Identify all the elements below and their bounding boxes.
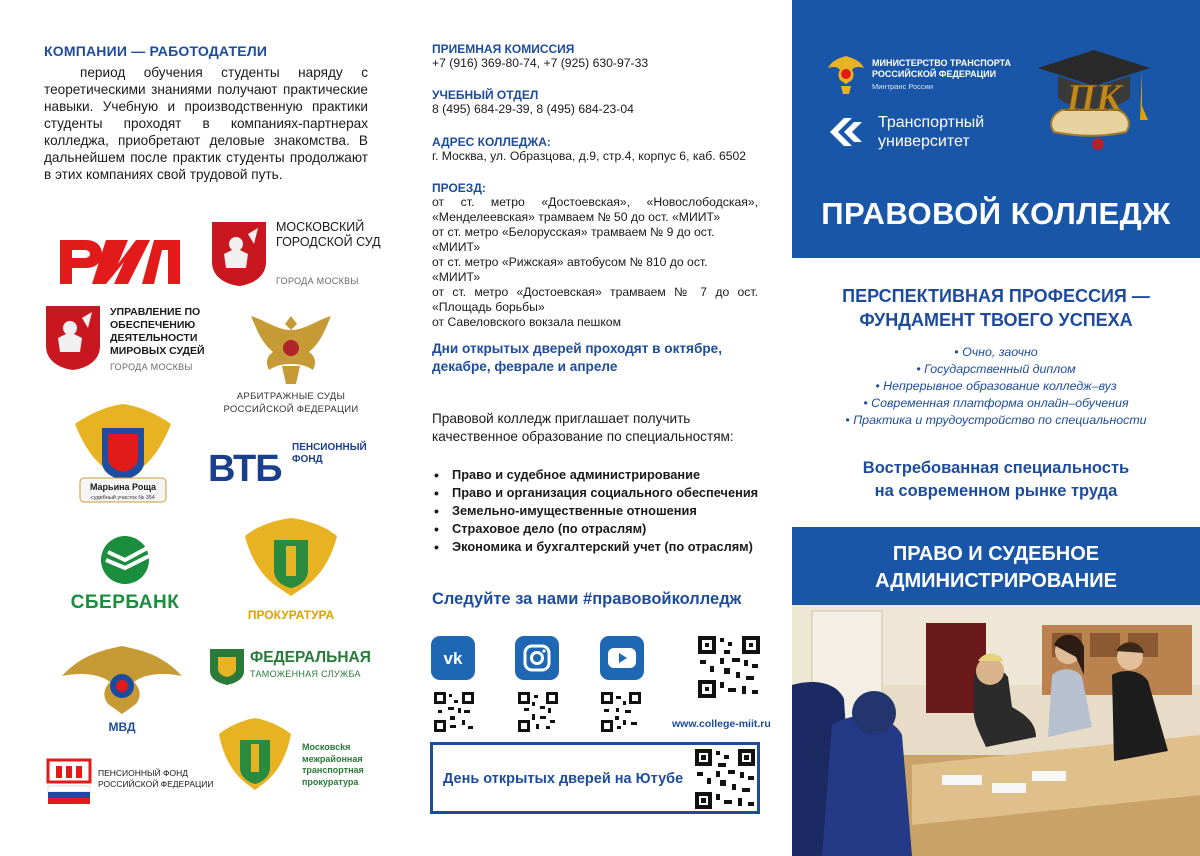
instagram-icon[interactable] bbox=[515, 636, 559, 680]
eagle-shield-icon bbox=[68, 398, 178, 510]
moscow-city-court-logo bbox=[210, 220, 390, 292]
vk-icon[interactable] bbox=[431, 636, 475, 680]
qr-code-vk[interactable] bbox=[434, 692, 474, 732]
sberbank-logo bbox=[60, 532, 190, 622]
pension-fund-logo bbox=[44, 756, 214, 808]
pfr-label: ПЕНСИОННЫЙ ФОНД РОССИЙСКОЙ ФЕДЕРАЦИИ bbox=[98, 768, 214, 789]
list-item: • Земельно-имущественные отношения bbox=[432, 502, 772, 520]
umsd-label: УПРАВЛЕНИЕ ПО ОБЕСПЕЧЕНИЮ ДЕЯТЕЛЬНОСТИ МИРОВЫХ СУДЕЙ bbox=[110, 306, 205, 357]
moscow-coat-of-arms-icon bbox=[210, 220, 268, 288]
specialty-title: ПРАВО И СУДЕБНОЕ АДМИНИСТРИРОВАНИЕ bbox=[875, 543, 1117, 592]
university-name: Транспортный университет bbox=[878, 114, 985, 150]
customs-emblem-icon bbox=[208, 645, 246, 685]
admission-title: ПРИЕМНАЯ КОМИССИЯ bbox=[432, 42, 575, 56]
route-line: от ст. метро «Белорусская» трамваем № 9 до ост. «МИИТ» bbox=[432, 225, 715, 254]
ministry-short: Минтранс России bbox=[872, 82, 934, 91]
sberbank-circle-icon bbox=[60, 532, 190, 588]
prosecutor-emblem-icon bbox=[236, 512, 346, 608]
list-item: • Государственный диплом bbox=[916, 362, 1076, 376]
specialties-list bbox=[432, 466, 772, 556]
site-link[interactable]: www.college-miit.ru bbox=[672, 718, 771, 730]
qr-code-youtube-open-day[interactable] bbox=[695, 749, 755, 809]
list-item: • Очно, заочно bbox=[954, 345, 1038, 359]
invite-text: Правовой колледж приглашает получить качественное образование по специальностям: bbox=[432, 411, 734, 444]
admission-phones: +7 (916) 369-80-74, +7 (925) 630-97-33 bbox=[432, 56, 649, 70]
vtb-pension-fund-logo bbox=[208, 440, 374, 490]
cover-panel bbox=[792, 0, 1200, 856]
address-block bbox=[432, 135, 772, 164]
route-title: ПРОЕЗД: bbox=[432, 181, 486, 195]
pfr-emblem-icon bbox=[44, 756, 94, 808]
vtb-big: ВТБ bbox=[208, 448, 282, 490]
magistrates-support-logo bbox=[44, 304, 224, 378]
employers-text: период обучения студенты наряду с теоретическими знаниями получают практические навыки. Учебную и производственную практики студенты проходят в компаниях-партнерах колледжа, приобретают деловые знакомства. В дальнейшем после практик студенты продолжают в этих компаниях свой трудовой путь. bbox=[44, 65, 368, 182]
college-title: ПРАВОВОЙ КОЛЛЕДЖ bbox=[821, 196, 1171, 231]
umsd-sub: ГОРОДА МОСКВЫ bbox=[110, 362, 193, 372]
qr-code-instagram[interactable] bbox=[518, 692, 558, 732]
slogan: ПЕРСПЕКТИВНАЯ ПРОФЕССИЯ — ФУНДАМЕНТ ТВОЕГО УСПЕХА bbox=[842, 286, 1150, 330]
arb-label: АРБИТРАЖНЫЕ СУДЫ РОССИЙСКОЙ ФЕДЕРАЦИИ bbox=[223, 391, 359, 415]
sber-label: СБЕРБАНК bbox=[70, 592, 180, 613]
list-item: • Современная платформа онлайн–обучения bbox=[863, 396, 1129, 410]
employers-panel bbox=[0, 0, 400, 856]
vtb-small: ПЕНСИОННЫЙ ФОНД bbox=[292, 442, 367, 465]
transport-university-logo-icon bbox=[826, 112, 866, 152]
follow-us-heading: Следуйте за нами #правовойколледж bbox=[432, 590, 742, 608]
employers-title: КОМПАНИИ — РАБОТОДАТЕЛИ bbox=[44, 43, 268, 59]
emblem-letters: ПК bbox=[1066, 77, 1122, 119]
address-title: АДРЕС КОЛЛЕДЖА: bbox=[432, 135, 551, 149]
address-text: г. Москва, ул. Образцова, д.9, стр.4, корпус 6, каб. 6502 bbox=[432, 149, 747, 163]
list-item: • Непрерывное образование колледж–вуз bbox=[875, 379, 1117, 393]
mtp-label: Московсkя межрайонная транспортная прокуратура bbox=[302, 742, 364, 787]
route-block bbox=[432, 181, 758, 330]
study-phones: 8 (495) 684-29-39, 8 (495) 684-23-04 bbox=[432, 102, 634, 116]
rzd-logo bbox=[56, 218, 188, 288]
youtube-open-day-label: День открытых дверей на Ютубе bbox=[443, 771, 684, 787]
ministry-name: МИНИСТЕРСТВО ТРАНСПОРТА РОССИЙСКОЙ ФЕДЕРАЦИИ bbox=[872, 58, 1012, 79]
college-emblem-icon bbox=[1028, 44, 1160, 162]
mgs-sub: ГОРОДА МОСКВЫ bbox=[276, 276, 359, 286]
moscow-coat-of-arms-icon bbox=[44, 304, 102, 372]
svg-text:vk: vk bbox=[443, 649, 463, 668]
mgs-label: МОСКОВСКИЙ ГОРОДСКОЙ СУД bbox=[276, 220, 381, 249]
qr-code-site[interactable] bbox=[698, 636, 760, 698]
mvd-label: МВД bbox=[108, 720, 136, 734]
list-item: • Практика и трудоустройство по специальности bbox=[845, 413, 1147, 427]
list-item: • Страховое дело (по отраслям) bbox=[432, 520, 772, 538]
youtube-icon[interactable] bbox=[600, 636, 644, 680]
qr-code-youtube[interactable] bbox=[601, 692, 641, 732]
route-line: от Савеловского вокзала пешком bbox=[432, 315, 621, 329]
open-days-text: Дни открытых дверей проходят в октябре, декабре, феврале и апреле bbox=[432, 341, 723, 374]
state-eagle-icon bbox=[826, 52, 866, 96]
fts-big: ФЕДЕРАЛЬНАЯ bbox=[250, 649, 371, 666]
list-item: • Право и судебное администрирование bbox=[432, 466, 772, 484]
youtube-open-day-box[interactable] bbox=[430, 742, 760, 814]
double-eagle-icon bbox=[216, 306, 366, 388]
prosecutor-logo bbox=[236, 512, 346, 624]
classroom-photo bbox=[792, 605, 1200, 856]
route-line: от ст. метро «Рижская» автобусом № 810 до ост. «МИИТ» bbox=[432, 255, 708, 284]
route-line: от ст. метро «Достоевская», «Новослободская», «Менделеевская» трамваем № 50 до ост. «МИИТ» bbox=[432, 195, 758, 224]
cover-header bbox=[792, 0, 1200, 258]
prok-label: ПРОКУРАТУРА bbox=[247, 608, 335, 622]
maryina-roshcha-court-logo bbox=[68, 398, 178, 510]
transport-prosecutor-emblem-icon bbox=[214, 714, 296, 810]
study-dept-block bbox=[432, 88, 772, 117]
transport-prosecutor-logo bbox=[214, 714, 384, 810]
maryina-label: Марьина Роща bbox=[89, 482, 157, 492]
maryina-sub: судебный участок № 354 bbox=[91, 495, 155, 501]
demand-text: Востребованная специальность на современном рынке труда bbox=[862, 459, 1130, 500]
list-item: • Право и организация социального обеспечения bbox=[432, 484, 772, 502]
features-list bbox=[792, 344, 1200, 429]
route-line: от ст. метро «Достоевская» трамваем № 7 до ост. «Площадь борьбы» bbox=[432, 285, 758, 314]
mvd-eagle-icon bbox=[58, 640, 186, 720]
contacts-panel bbox=[400, 0, 792, 856]
mvd-logo bbox=[58, 640, 186, 736]
customs-logo bbox=[208, 645, 372, 689]
list-item: • Экономика и бухгалтерский учет (по отраслям) bbox=[432, 538, 772, 556]
fts-small: ТАМОЖЕННАЯ СЛУЖБА bbox=[250, 669, 361, 679]
study-title: УЧЕБНЫЙ ОТДЕЛ bbox=[432, 88, 539, 102]
admission-block bbox=[432, 42, 772, 71]
specialty-band bbox=[792, 527, 1200, 605]
arbitration-courts-logo bbox=[216, 306, 366, 418]
